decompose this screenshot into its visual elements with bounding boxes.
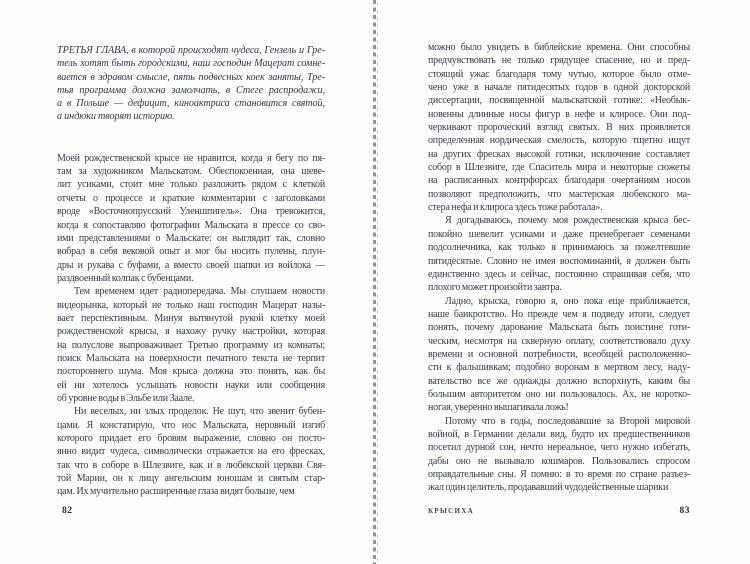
- left-page: [57, 44, 325, 499]
- text-line: ческим, несмотря на скверную оплату, соответствовало духу: [428, 335, 690, 347]
- text-line: раздвоенный колпак с бубенцами.: [57, 272, 194, 284]
- text-line: поиск Мальската на поверхности печатного текста не терпит: [57, 352, 325, 364]
- left-page-number: 82: [62, 506, 73, 516]
- text-line: так что в соборе в Шлезвиге, как и в любекской церкви Свя-: [57, 459, 325, 471]
- text-line: вается в здравом смысле, пять подвесных коек заняты, Тре-: [57, 71, 325, 83]
- left-page-footer: [62, 506, 73, 516]
- text-line: а индюки творят историю.: [57, 111, 175, 123]
- text-line: ей ни хотелось услышать новости науки или сообщения: [57, 379, 325, 391]
- text-line: видеорынка, который не только наш господин Мацерат назы-: [57, 299, 325, 311]
- text-line: вательство все же однажды должно вспорхнуть, каким бы: [428, 375, 690, 387]
- text-line: ТРЕТЬЯ ГЛАВА, в которой происходят чудеса, Гензель и Гре-: [57, 45, 325, 56]
- text-line: Моей рождественской крысе не нравится, когда я бегу по пя-: [57, 152, 325, 164]
- text-line: Тем временем идет радиопередача. Мы слушаем новости: [74, 286, 325, 298]
- text-line: новенны длинные носы фигур в нефе и клиросе. Они под-: [428, 108, 690, 120]
- text-line: вроде «Восточнопрусский Уленшпигель». Она тревожится,: [57, 206, 325, 218]
- text-line: войной, в Германии делали вид, будто их предшественников: [428, 428, 690, 440]
- text-line: вает перспективным. Минуя вытянутой рукой клетку моей: [57, 312, 325, 324]
- text-line: стоящий ужас благодаря тому чутью, которое было отме-: [428, 68, 690, 80]
- paragraph: [57, 152, 325, 285]
- text-line: лит усиками, стоит мне только разложить рядом с клеткой: [57, 179, 325, 191]
- text-line: на других фресках высокой готики, исключение составляет: [428, 148, 690, 160]
- text-line: цами. Я констатирую, что нос Мальската, неровный изгиб: [57, 419, 325, 431]
- text-line: посетил дурной сон, нечто нереальное, чего нужно избегать,: [428, 442, 690, 454]
- text-line: времени и основной потребности, всеобщей расположенно-: [428, 348, 690, 360]
- text-line: предчувствовать не только грядущее спасение, но и пред-: [428, 55, 690, 67]
- text-line: ими представлениями о Мальскате: он выглядит так, словно: [57, 232, 325, 244]
- text-line: покойно шевелит усиками и даже пренебрегает семенами: [428, 228, 690, 240]
- right-page: [428, 41, 690, 495]
- text-line: когда я сопоставляю фотографии Мальската в прессе со сво-: [57, 219, 325, 231]
- text-line: а в Польше — дефицит, киноактриса становится святой,: [57, 98, 325, 110]
- text-line: Я догадываюсь, почему моя рождественская крыса бес-: [445, 215, 690, 227]
- text-line: дабы оно не вызывало кошмаров. Пользовались спросом: [428, 455, 690, 467]
- text-line: позволяют предположить, что мастерская любекского ма-: [428, 188, 690, 200]
- text-line: Ни веселых, ни злых проделок. Не шут, что звенит бубен-: [74, 406, 325, 418]
- text-line: черкивают пророческий взгляд святых. В них проявляется: [428, 122, 690, 134]
- text-line: подсолнечника, как только я принимаюсь за пожелтевшие: [428, 242, 690, 254]
- text-line: единственно здесь и сейчас, постоянно спрашивая себя, что: [428, 268, 690, 280]
- text-line: рождественской крысы, я нахожу ручку настройки, которая: [57, 326, 325, 338]
- text-line: отчеты о процессе и краткие комментарии с заголовками: [57, 192, 325, 204]
- running-title: КРЫСИХА: [428, 507, 474, 515]
- text-line: цам. Их мучительно расширенные глаза видят больше, чем: [57, 486, 295, 498]
- text-line: стера нефа и клироса здесь тоже работала».: [428, 202, 603, 214]
- text-line: Ладно, крыска, говорю я, оно пока еще приближается,: [445, 295, 690, 307]
- paragraph: [428, 295, 690, 415]
- text-line: чено уже в начале пятидесятых годов в одной докторской: [428, 82, 690, 94]
- left-page-body-text: [57, 152, 325, 499]
- chapter-heading: [57, 44, 325, 124]
- text-line: оправдательные сны. Я помню: в то время по стране разъез-: [428, 469, 690, 480]
- text-line: сти к фальшивкам; подобно воронам в мертвом лесу, наду-: [428, 362, 690, 374]
- paragraph: [428, 214, 690, 294]
- text-line: пятидесятые. Словно не имея воспоминаний, я должен быть: [428, 255, 690, 267]
- paragraph: [57, 285, 325, 405]
- text-line: тель хотят быть городскими, наш господин Мацерат сомне-: [57, 58, 325, 70]
- center-fold-dashed-line: [373, 0, 376, 564]
- text-line: ногая, уверенно вышагивала ложь!: [428, 402, 569, 414]
- text-line: наше банкротство. Но прежде чем я подведу итоги, следует: [428, 308, 690, 320]
- text-line: на полуслове выпроваживает Третью программу из комнаты;: [57, 339, 325, 351]
- center-fold-dashed-line-light: [377, 2, 378, 564]
- text-line: вобрал в себя вековой опыт и мог бы носить пулены, плун-: [57, 246, 325, 258]
- text-line: янно видит чудеса, символически отражается на его фресках,: [57, 446, 325, 458]
- paragraph: [428, 41, 690, 214]
- right-page-number: 83: [679, 506, 690, 516]
- text-line: об уровне воды в Эльбе или Заале.: [57, 392, 195, 404]
- text-line: определенная нордическая смелость, которую тщетно ищут: [428, 135, 690, 147]
- text-line: можно было увидеть в библейские времена. Они способны: [428, 42, 690, 53]
- text-line: Потому что в годы, последовавшие за Второй мировой: [445, 415, 690, 427]
- paragraph: [57, 405, 325, 498]
- text-line: диссертации, посвященной мальскатской готике: «Необык-: [428, 95, 690, 107]
- right-page-footer: [428, 506, 690, 516]
- text-line: той Марии, он к лицу ангельским юношам и святым стар-: [57, 473, 325, 485]
- right-page-body-text: [428, 41, 690, 495]
- text-line: на расписанных контрфорсах благодаря очертаниям носов: [428, 175, 690, 187]
- text-line: понять, почему дарование Мальската быть поистине готи-: [428, 322, 690, 334]
- text-line: дры и рукава с буфами, а вместо своей шапки из войлока —: [57, 259, 325, 271]
- text-line: постороннего шума. Моя крыса должна это понять, как бы: [57, 366, 325, 378]
- paragraph: [428, 415, 690, 495]
- text-line: плохого может произойти завтра.: [428, 282, 562, 294]
- text-line: большим авторитетом оно ни пользовалось. Ах, не коротко-: [428, 388, 690, 400]
- text-line: собор в Шлезвиге, где Спаситель мира и некоторые сюжеты: [428, 162, 690, 174]
- text-line: тья программа должна замолчать, в Стеге распродажи,: [57, 84, 325, 96]
- text-line: которого придает его бровям выражение, словно он посто-: [57, 433, 325, 444]
- text-line: там за художником Мальскатом. Обеспокоенная, она шеве-: [57, 166, 325, 178]
- text-line: жал один целитель, продававший чудодейственные шарики: [428, 482, 669, 494]
